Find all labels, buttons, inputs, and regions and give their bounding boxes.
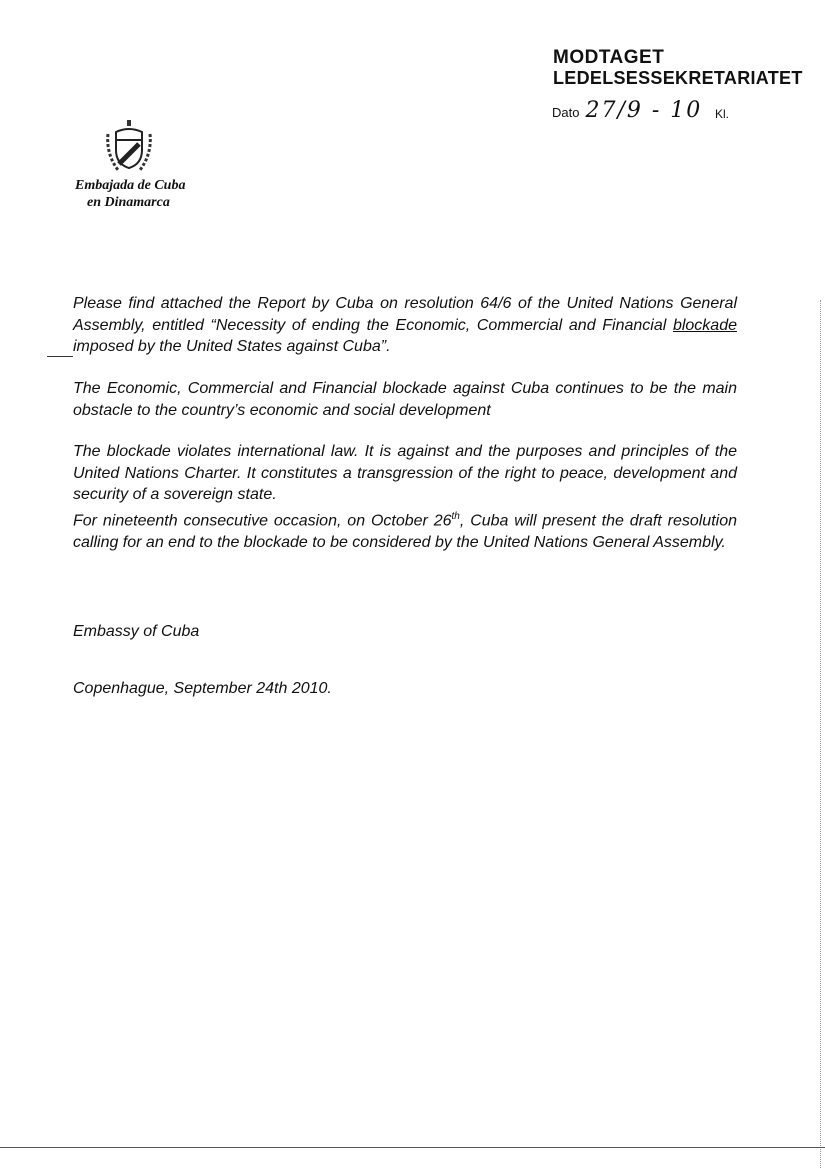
dato-label: Dato: [552, 105, 580, 120]
stamp-date: [552, 98, 702, 123]
scan-edge-right: [820, 300, 821, 1168]
kl-label: Kl.: [715, 107, 730, 121]
p1-text-end: imposed by the United States against Cuba”.: [73, 338, 391, 355]
letterhead-line-2: en Dinamarca: [87, 195, 170, 210]
paragraph-4: [73, 506, 737, 553]
cuba-coat-of-arms-icon: [104, 120, 154, 174]
received-stamp: [553, 48, 803, 88]
p4-superscript: th: [451, 511, 460, 522]
signature: Embassy of Cuba: [73, 623, 200, 640]
p4-text: For nineteenth consecutive occasion, on October 26: [73, 512, 452, 530]
p1-text: Please find attached the Report by Cuba on resolution 64/6 of the United Nations General Assembly, entitled “Necessity of ending the Economic, Commercial and Financial: [73, 295, 737, 334]
place-date: Copenhague, September 24th 2010.: [73, 680, 332, 697]
paragraph-2: The Economic, Commercial and Financial blockade against Cuba continues to be the main obstacle to the country’s economic and social development: [73, 380, 737, 419]
stamp-line-2: LEDELSESSEKRETARIATET: [553, 68, 803, 88]
paragraph-1: [73, 293, 737, 358]
p1-underlined-word: blockade: [672, 316, 737, 334]
p4-text-end: , Cuba will present the draft resolution calling for an end to the blockade to be considered by the United Nations General Assembly.: [73, 512, 737, 551]
letterhead-line-1: Embajada de Cuba: [75, 178, 186, 193]
scan-edge-bottom: [0, 1147, 825, 1148]
stamp-line-1: MODTAGET: [553, 47, 665, 68]
letterhead: [75, 177, 185, 211]
hand-drawn-underline: [47, 356, 73, 357]
dato-handwritten-value: 27/9 - 10: [585, 98, 703, 123]
paragraph-3: The blockade violates international law. It is against and the purposes and principles of the United Nations Charter. It constitutes a transgression of the right to peace, development and security of a sovereign state.: [73, 443, 737, 503]
